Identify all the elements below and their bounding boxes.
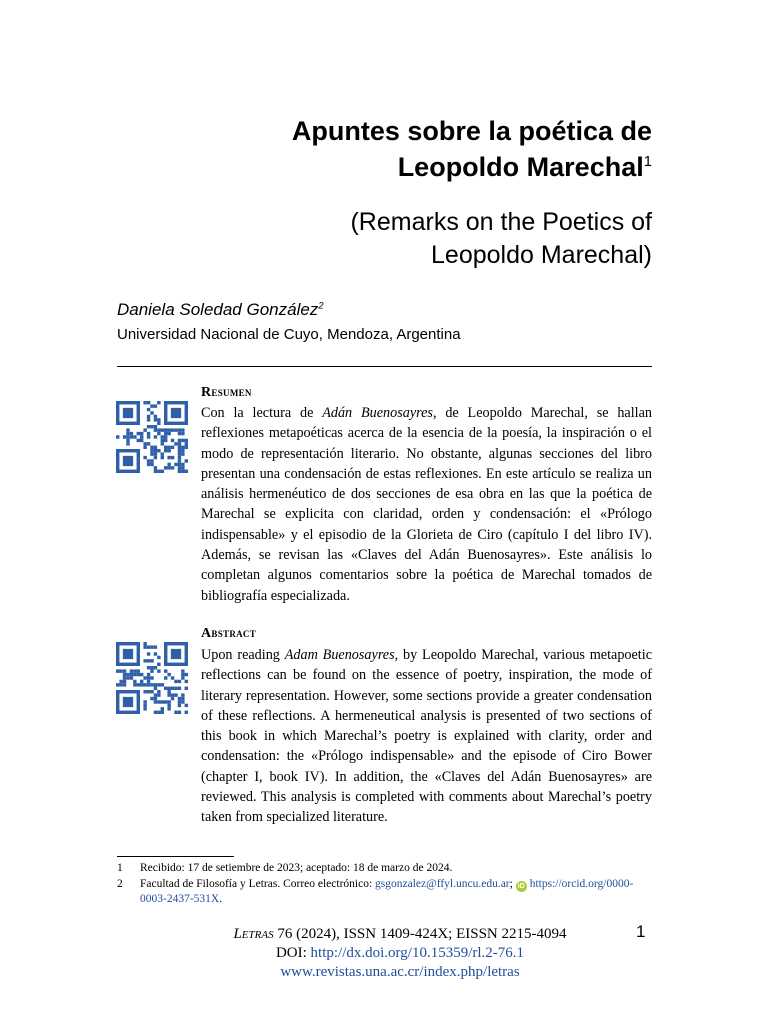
title-line-2 (100, 149, 652, 185)
author-affiliation: Universidad Nacional de Cuyo, Mendoza, Argentina (117, 326, 461, 343)
header-divider (117, 366, 652, 367)
citation-line: Letras 76 (2024), ISSN 1409-424X; EISSN 2215-4094 (233, 926, 567, 942)
site-link[interactable]: www.revistas.una.ac.cr/index.php/letras (280, 964, 520, 980)
qr-code-graphic (116, 401, 188, 473)
subtitle-line-1: (Remarks on the Poetics of (350, 208, 652, 236)
author-name (117, 300, 324, 320)
qr-code-icon (116, 401, 188, 473)
title-text: Leopoldo Marechal (397, 152, 644, 182)
email-link[interactable]: gsgonzalez@ffyl.uncu.edu.ar (375, 878, 510, 890)
author-footnote-ref[interactable]: 2 (318, 300, 324, 311)
journal-footer (200, 925, 600, 982)
footnote-divider (117, 856, 234, 857)
article-title (100, 113, 652, 185)
resumen-paragraph: Con la lectura de Adán Buenosayres, de Leopoldo Marechal, se hallan reflexiones metapoéticas acerca de la esencia de la poesía, la inspiración o el modo de representación literario. No obstante, algunas secciones del libro presentan una condensación de estas reflexiones. En este artículo se realiza un análisis hermenéutico de dos secciones de esa obra en las que la poética de Marechal se explicita con claridad, orden y condensación: el «Prólogo indispensable» y el episodio de la Glorieta de Ciro (capítulo I del libro IV). Además, se revisan las «Claves del Adán Buenosayres». Este análisis lo completan algunos comentarios sobre la poética de Marechal tomados de bibliografía especializada. (201, 405, 653, 604)
footnote-2: 2 Facultad de Filosofía y Letras. Correo electrónico: gsgonzalez@ffyl.uncu.edu.ar; iD https://orcid.org/0000-0003-2437-531X. (117, 878, 634, 905)
doi-link[interactable]: http://dx.doi.org/10.15359/rl.2-76.1 (310, 945, 525, 961)
title-footnote-ref[interactable]: 1 (643, 154, 652, 170)
page-number: 1 (636, 922, 646, 941)
resumen-book-title: Adán Buenosayres (322, 405, 433, 421)
resumen-heading: Resumen (201, 384, 252, 400)
orcid-icon[interactable]: iD (517, 883, 525, 890)
title-line-1: Apuntes sobre la poética de (291, 116, 652, 146)
qr-code-graphic (116, 642, 188, 714)
doi-line: DOI: http://dx.doi.org/10.15359/rl.2-76.1 (275, 945, 525, 961)
site-line (200, 963, 600, 982)
qr-code-icon (116, 642, 188, 714)
footnote-1: 1 Recibido: 17 de setiembre de 2023; aceptado: 18 de marzo de 2024. (117, 862, 453, 874)
abstract-paragraph: Upon reading Adam Buenosayres, by Leopoldo Marechal, various metapoetic reflections can be found on the essence of poetry, inspiration, the mode of literary representation. However, some sections provide a greater condensation of these reflections. A hermeneutical analysis is presented of two sections of this book in which Marechal’s poetry is explained with clarity, order and condensation: the «Prólogo indispensable» and the episode of Ciro Bower (chapter I, book IV). In addition, the «Claves del Adán Buenosayres» are reviewed. This analysis is completed with comments about Marechal’s poetry taken from specialized literature. (201, 647, 652, 826)
article-subtitle (100, 206, 652, 272)
subtitle-line-2: Leopoldo Marechal) (431, 241, 652, 269)
author-text: Daniela Soledad González (117, 300, 319, 319)
orcid-link[interactable]: https://orcid.org/0000-0003-2437-531X (140, 878, 634, 905)
abstract-book-title: Adam Buenosayres (284, 647, 395, 663)
journal-name: Letras (233, 926, 274, 942)
abstract-heading: Abstract (201, 625, 257, 641)
